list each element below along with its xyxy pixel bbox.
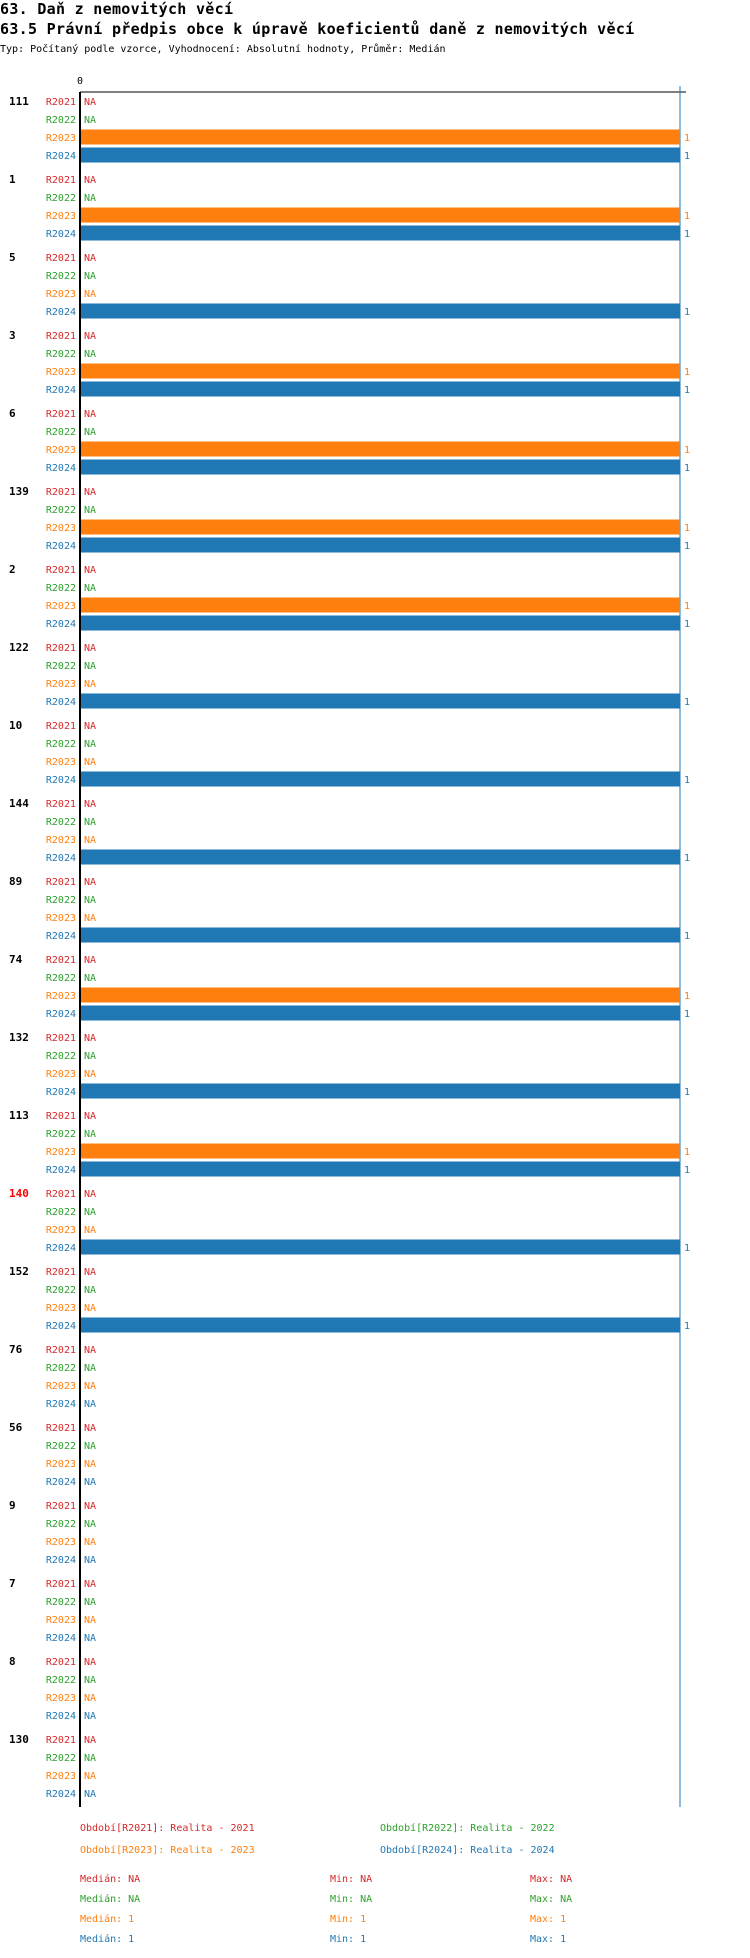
value-label: 1 bbox=[684, 463, 691, 474]
series-label: R2024 bbox=[45, 1633, 76, 1644]
series-label: R2024 bbox=[45, 697, 76, 708]
group-label: 5 bbox=[9, 251, 16, 264]
bar bbox=[81, 1162, 680, 1177]
na-label: NA bbox=[84, 1033, 97, 1044]
na-label: NA bbox=[84, 427, 97, 438]
na-label: NA bbox=[84, 643, 97, 654]
value-label: 1 bbox=[684, 211, 691, 222]
na-label: NA bbox=[84, 115, 97, 126]
value-label: 1 bbox=[684, 523, 691, 534]
bar bbox=[81, 304, 680, 319]
series-label: R2023 bbox=[45, 1693, 76, 1704]
na-label: NA bbox=[84, 289, 97, 300]
series-label: R2021 bbox=[45, 1579, 76, 1590]
bar bbox=[81, 598, 680, 613]
value-label: 1 bbox=[684, 1321, 691, 1332]
na-label: NA bbox=[84, 1399, 97, 1410]
series-label: R2023 bbox=[45, 1303, 76, 1314]
chart-type-line: Typ: Počítaný podle vzorce, Vyhodnocení: Absolutní hodnoty, Průměr: Medián bbox=[0, 44, 446, 55]
group-label: 89 bbox=[9, 875, 23, 888]
na-label: NA bbox=[84, 721, 97, 732]
na-label: NA bbox=[84, 955, 97, 966]
series-label: R2023 bbox=[45, 1069, 76, 1080]
value-label: 1 bbox=[684, 601, 691, 612]
series-label: R2021 bbox=[45, 643, 76, 654]
series-label: R2022 bbox=[45, 661, 76, 672]
na-label: NA bbox=[84, 565, 97, 576]
series-label: R2021 bbox=[45, 1501, 76, 1512]
group-label: 3 bbox=[9, 329, 16, 342]
bar bbox=[81, 1006, 680, 1021]
na-label: NA bbox=[84, 1753, 97, 1764]
series-label: R2023 bbox=[45, 1147, 76, 1158]
value-label: 1 bbox=[684, 1087, 691, 1098]
bar bbox=[81, 928, 680, 943]
series-label: R2024 bbox=[45, 1789, 76, 1800]
series-label: R2024 bbox=[45, 1087, 76, 1098]
na-label: NA bbox=[84, 1615, 97, 1626]
series-label: R2023 bbox=[45, 1225, 76, 1236]
na-label: NA bbox=[84, 1441, 97, 1452]
bar bbox=[81, 772, 680, 787]
group-label: 2 bbox=[9, 563, 16, 576]
series-label: R2022 bbox=[45, 1207, 76, 1218]
na-label: NA bbox=[84, 799, 97, 810]
series-label: R2023 bbox=[45, 523, 76, 534]
series-label: R2022 bbox=[45, 1363, 76, 1374]
na-label: NA bbox=[84, 1693, 97, 1704]
na-label: NA bbox=[84, 583, 97, 594]
na-label: NA bbox=[84, 1537, 97, 1548]
series-label: R2021 bbox=[45, 1189, 76, 1200]
group-label: 56 bbox=[9, 1421, 23, 1434]
stat-max-r2022: Max: NA bbox=[530, 1894, 573, 1905]
stat-median-r2022: Medián: NA bbox=[80, 1894, 141, 1905]
na-label: NA bbox=[84, 505, 97, 516]
na-label: NA bbox=[84, 193, 97, 204]
series-label: R2022 bbox=[45, 1129, 76, 1140]
legend-r2021: Období[R2021]: Realita - 2021 bbox=[80, 1823, 255, 1834]
na-label: NA bbox=[84, 817, 97, 828]
series-label: R2022 bbox=[45, 895, 76, 906]
value-label: 1 bbox=[684, 1243, 691, 1254]
series-label: R2024 bbox=[45, 619, 76, 630]
na-label: NA bbox=[84, 1477, 97, 1488]
legend-r2022: Období[R2022]: Realita - 2022 bbox=[380, 1823, 555, 1834]
stat-median-r2023: Medián: 1 bbox=[80, 1914, 135, 1925]
series-label: R2021 bbox=[45, 1345, 76, 1356]
value-label: 1 bbox=[684, 697, 691, 708]
group-label: 111 bbox=[9, 95, 29, 108]
series-label: R2024 bbox=[45, 1243, 76, 1254]
series-label: R2021 bbox=[45, 565, 76, 576]
group-label: 140 bbox=[9, 1187, 29, 1200]
bar bbox=[81, 460, 680, 475]
value-label: 1 bbox=[684, 853, 691, 864]
series-label: R2024 bbox=[45, 463, 76, 474]
series-label: R2021 bbox=[45, 253, 76, 264]
series-label: R2024 bbox=[45, 1555, 76, 1566]
series-label: R2023 bbox=[45, 445, 76, 456]
bar bbox=[81, 1240, 680, 1255]
series-label: R2023 bbox=[45, 913, 76, 924]
series-label: R2021 bbox=[45, 799, 76, 810]
na-label: NA bbox=[84, 1579, 97, 1590]
series-label: R2022 bbox=[45, 505, 76, 516]
x-tick-label: 0 bbox=[76, 76, 84, 87]
na-label: NA bbox=[84, 739, 97, 750]
series-label: R2023 bbox=[45, 289, 76, 300]
series-label: R2022 bbox=[45, 739, 76, 750]
na-label: NA bbox=[84, 271, 97, 282]
series-label: R2023 bbox=[45, 1537, 76, 1548]
bar bbox=[81, 1318, 680, 1333]
series-label: R2021 bbox=[45, 331, 76, 342]
bar bbox=[81, 616, 680, 631]
series-label: R2024 bbox=[45, 385, 76, 396]
value-label: 1 bbox=[684, 1165, 691, 1176]
na-label: NA bbox=[84, 757, 97, 768]
na-label: NA bbox=[84, 1225, 97, 1236]
series-label: R2023 bbox=[45, 211, 76, 222]
group-label: 152 bbox=[9, 1265, 29, 1278]
na-label: NA bbox=[84, 1381, 97, 1392]
na-label: NA bbox=[84, 1711, 97, 1722]
na-label: NA bbox=[84, 973, 97, 984]
series-label: R2021 bbox=[45, 955, 76, 966]
na-label: NA bbox=[84, 97, 97, 108]
na-label: NA bbox=[84, 1111, 97, 1122]
na-label: NA bbox=[84, 349, 97, 360]
series-label: R2022 bbox=[45, 583, 76, 594]
series-label: R2022 bbox=[45, 1441, 76, 1452]
group-label: 7 bbox=[9, 1577, 16, 1590]
series-label: R2022 bbox=[45, 1285, 76, 1296]
series-label: R2023 bbox=[45, 1771, 76, 1782]
stat-median-r2021: Medián: NA bbox=[80, 1874, 141, 1885]
series-label: R2023 bbox=[45, 991, 76, 1002]
value-label: 1 bbox=[684, 1147, 691, 1158]
stat-min-r2023: Min: 1 bbox=[330, 1914, 367, 1925]
series-label: R2024 bbox=[45, 307, 76, 318]
series-label: R2023 bbox=[45, 679, 76, 690]
series-label: R2024 bbox=[45, 1009, 76, 1020]
series-label: R2021 bbox=[45, 1657, 76, 1668]
na-label: NA bbox=[84, 661, 97, 672]
bar bbox=[81, 442, 680, 457]
series-label: R2022 bbox=[45, 1675, 76, 1686]
na-label: NA bbox=[84, 1501, 97, 1512]
series-label: R2021 bbox=[45, 487, 76, 498]
series-label: R2021 bbox=[45, 721, 76, 732]
stat-min-r2022: Min: NA bbox=[330, 1894, 373, 1905]
na-label: NA bbox=[84, 253, 97, 264]
series-label: R2021 bbox=[45, 1423, 76, 1434]
value-label: 1 bbox=[684, 133, 691, 144]
stat-median-r2024: Medián: 1 bbox=[80, 1934, 135, 1945]
value-label: 1 bbox=[684, 1009, 691, 1020]
na-label: NA bbox=[84, 1363, 97, 1374]
na-label: NA bbox=[84, 331, 97, 342]
na-label: NA bbox=[84, 1675, 97, 1686]
na-label: NA bbox=[84, 913, 97, 924]
series-label: R2024 bbox=[45, 1477, 76, 1488]
series-label: R2021 bbox=[45, 1735, 76, 1746]
group-label: 6 bbox=[9, 407, 16, 420]
na-label: NA bbox=[84, 1303, 97, 1314]
value-label: 1 bbox=[684, 367, 691, 378]
group-label: 9 bbox=[9, 1499, 16, 1512]
bar bbox=[81, 1144, 680, 1159]
na-label: NA bbox=[84, 679, 97, 690]
na-label: NA bbox=[84, 1051, 97, 1062]
na-label: NA bbox=[84, 1207, 97, 1218]
series-label: R2024 bbox=[45, 1711, 76, 1722]
series-label: R2024 bbox=[45, 229, 76, 240]
group-label: 8 bbox=[9, 1655, 16, 1668]
group-label: 139 bbox=[9, 485, 29, 498]
series-label: R2022 bbox=[45, 271, 76, 282]
na-label: NA bbox=[84, 835, 97, 846]
group-label: 122 bbox=[9, 641, 29, 654]
series-label: R2022 bbox=[45, 1051, 76, 1062]
bar bbox=[81, 988, 680, 1003]
series-label: R2022 bbox=[45, 973, 76, 984]
na-label: NA bbox=[84, 1597, 97, 1608]
na-label: NA bbox=[84, 1069, 97, 1080]
value-label: 1 bbox=[684, 931, 691, 942]
stat-max-r2024: Max: 1 bbox=[530, 1934, 567, 1945]
bar bbox=[81, 148, 680, 163]
series-label: R2024 bbox=[45, 541, 76, 552]
bar bbox=[81, 1084, 680, 1099]
series-label: R2024 bbox=[45, 775, 76, 786]
series-label: R2024 bbox=[45, 1165, 76, 1176]
series-label: R2023 bbox=[45, 367, 76, 378]
value-label: 1 bbox=[684, 991, 691, 1002]
bar bbox=[81, 850, 680, 865]
series-label: R2024 bbox=[45, 853, 76, 864]
series-label: R2022 bbox=[45, 349, 76, 360]
na-label: NA bbox=[84, 1285, 97, 1296]
series-label: R2023 bbox=[45, 757, 76, 768]
na-label: NA bbox=[84, 1735, 97, 1746]
series-label: R2023 bbox=[45, 601, 76, 612]
na-label: NA bbox=[84, 1789, 97, 1800]
group-label: 144 bbox=[9, 797, 29, 810]
bar bbox=[81, 538, 680, 553]
na-label: NA bbox=[84, 1423, 97, 1434]
bar bbox=[81, 382, 680, 397]
group-label: 10 bbox=[9, 719, 23, 732]
na-label: NA bbox=[84, 487, 97, 498]
value-label: 1 bbox=[684, 775, 691, 786]
series-label: R2023 bbox=[45, 1459, 76, 1470]
bar bbox=[81, 694, 680, 709]
value-label: 1 bbox=[684, 445, 691, 456]
group-label: 74 bbox=[9, 953, 23, 966]
na-label: NA bbox=[84, 1633, 97, 1644]
na-label: NA bbox=[84, 1555, 97, 1566]
group-label: 113 bbox=[9, 1109, 29, 1122]
series-label: R2021 bbox=[45, 1111, 76, 1122]
series-label: R2021 bbox=[45, 97, 76, 108]
bar bbox=[81, 520, 680, 535]
page-title: 63. Daň z nemovitých věcí bbox=[0, 0, 234, 18]
value-label: 1 bbox=[684, 151, 691, 162]
series-label: R2022 bbox=[45, 193, 76, 204]
na-label: NA bbox=[84, 1345, 97, 1356]
na-label: NA bbox=[84, 895, 97, 906]
series-label: R2021 bbox=[45, 877, 76, 888]
series-label: R2023 bbox=[45, 133, 76, 144]
series-label: R2022 bbox=[45, 427, 76, 438]
bar bbox=[81, 208, 680, 223]
series-label: R2022 bbox=[45, 1597, 76, 1608]
legend-r2023: Období[R2023]: Realita - 2023 bbox=[80, 1845, 255, 1856]
chart-subtitle: 63.5 Právní předpis obce k úpravě koeficientů daně z nemovitých věcí bbox=[0, 20, 635, 38]
value-label: 1 bbox=[684, 385, 691, 396]
legend-r2024: Období[R2024]: Realita - 2024 bbox=[380, 1845, 555, 1856]
stat-max-r2021: Max: NA bbox=[530, 1874, 573, 1885]
series-label: R2024 bbox=[45, 1321, 76, 1332]
value-label: 1 bbox=[684, 619, 691, 630]
series-label: R2021 bbox=[45, 1033, 76, 1044]
group-label: 1 bbox=[9, 173, 16, 186]
series-label: R2024 bbox=[45, 151, 76, 162]
stat-min-r2021: Min: NA bbox=[330, 1874, 373, 1885]
value-label: 1 bbox=[684, 307, 691, 318]
na-label: NA bbox=[84, 1267, 97, 1278]
series-label: R2024 bbox=[45, 931, 76, 942]
na-label: NA bbox=[84, 1657, 97, 1668]
value-label: 1 bbox=[684, 541, 691, 552]
series-label: R2023 bbox=[45, 1615, 76, 1626]
na-label: NA bbox=[84, 409, 97, 420]
na-label: NA bbox=[84, 175, 97, 186]
group-label: 76 bbox=[9, 1343, 23, 1356]
bar bbox=[81, 364, 680, 379]
series-label: R2023 bbox=[45, 1381, 76, 1392]
series-label: R2022 bbox=[45, 817, 76, 828]
series-label: R2021 bbox=[45, 409, 76, 420]
series-label: R2022 bbox=[45, 1519, 76, 1530]
na-label: NA bbox=[84, 877, 97, 888]
na-label: NA bbox=[84, 1459, 97, 1470]
series-label: R2021 bbox=[45, 175, 76, 186]
value-label: 1 bbox=[684, 229, 691, 240]
na-label: NA bbox=[84, 1519, 97, 1530]
na-label: NA bbox=[84, 1129, 97, 1140]
stat-max-r2023: Max: 1 bbox=[530, 1914, 567, 1925]
series-label: R2022 bbox=[45, 115, 76, 126]
bar bbox=[81, 226, 680, 241]
group-label: 130 bbox=[9, 1733, 29, 1746]
stat-min-r2024: Min: 1 bbox=[330, 1934, 367, 1945]
series-label: R2021 bbox=[45, 1267, 76, 1278]
series-label: R2024 bbox=[45, 1399, 76, 1410]
series-label: R2022 bbox=[45, 1753, 76, 1764]
na-label: NA bbox=[84, 1189, 97, 1200]
bar bbox=[81, 130, 680, 145]
group-label: 132 bbox=[9, 1031, 29, 1044]
series-label: R2023 bbox=[45, 835, 76, 846]
na-label: NA bbox=[84, 1771, 97, 1782]
